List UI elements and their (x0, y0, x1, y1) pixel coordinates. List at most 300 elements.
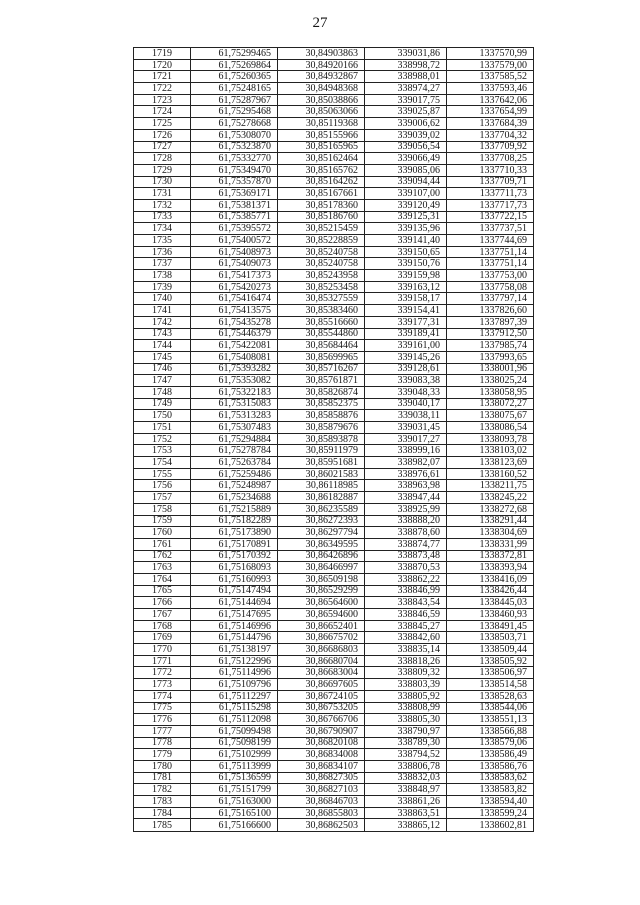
latitude-cell: 61,75170891 (191, 538, 278, 550)
table-row (134, 118, 534, 130)
x-coordinate-cell: 338794,52 (365, 749, 447, 761)
row-number-cell: 1756 (134, 480, 191, 492)
x-coordinate-cell: 338861,26 (365, 796, 447, 808)
row-number-cell: 1730 (134, 176, 191, 188)
longitude-cell: 30,85186760 (278, 211, 365, 223)
table-row (134, 83, 534, 95)
y-coordinate-cell: 1337826,60 (447, 305, 534, 317)
row-number-cell: 1780 (134, 760, 191, 772)
row-number-cell: 1736 (134, 246, 191, 258)
latitude-cell: 61,75323870 (191, 141, 278, 153)
table-row (134, 457, 534, 469)
y-coordinate-cell: 1338602,81 (447, 819, 534, 832)
longitude-cell: 30,85165965 (278, 141, 365, 153)
table-row (134, 422, 534, 434)
longitude-cell: 30,86790907 (278, 725, 365, 737)
latitude-cell: 61,75165100 (191, 807, 278, 819)
row-number-cell: 1751 (134, 422, 191, 434)
y-coordinate-cell: 1338393,94 (447, 562, 534, 574)
latitude-cell: 61,75182289 (191, 515, 278, 527)
longitude-cell: 30,86594600 (278, 609, 365, 621)
longitude-cell: 30,85243958 (278, 270, 365, 282)
x-coordinate-cell: 338845,27 (365, 620, 447, 632)
x-coordinate-cell: 339017,75 (365, 94, 447, 106)
longitude-cell: 30,86766706 (278, 714, 365, 726)
y-coordinate-cell: 1337711,73 (447, 188, 534, 200)
row-number-cell: 1766 (134, 597, 191, 609)
table-row (134, 784, 534, 796)
x-coordinate-cell: 339040,17 (365, 398, 447, 410)
y-coordinate-cell: 1338586,76 (447, 760, 534, 772)
x-coordinate-cell: 338982,07 (365, 457, 447, 469)
row-number-cell: 1721 (134, 71, 191, 83)
table-row (134, 188, 534, 200)
longitude-cell: 30,86846703 (278, 796, 365, 808)
table-row (134, 527, 534, 539)
table-row (134, 270, 534, 282)
table-row (134, 351, 534, 363)
latitude-cell: 61,75112098 (191, 714, 278, 726)
latitude-cell: 61,75102999 (191, 749, 278, 761)
x-coordinate-cell: 338947,44 (365, 492, 447, 504)
x-coordinate-cell: 338878,60 (365, 527, 447, 539)
y-coordinate-cell: 1338583,82 (447, 784, 534, 796)
y-coordinate-cell: 1338491,45 (447, 620, 534, 632)
latitude-cell: 61,75109796 (191, 679, 278, 691)
row-number-cell: 1760 (134, 527, 191, 539)
table-row (134, 141, 534, 153)
latitude-cell: 61,75385771 (191, 211, 278, 223)
longitude-cell: 30,85879676 (278, 422, 365, 434)
latitude-cell: 61,75114996 (191, 667, 278, 679)
latitude-cell: 61,75409073 (191, 258, 278, 270)
row-number-cell: 1785 (134, 819, 191, 832)
longitude-cell: 30,86652401 (278, 620, 365, 632)
x-coordinate-cell: 339048,33 (365, 386, 447, 398)
page-number: 27 (312, 15, 328, 31)
y-coordinate-cell: 1338445,03 (447, 597, 534, 609)
x-coordinate-cell: 339017,27 (365, 433, 447, 445)
row-number-cell: 1734 (134, 223, 191, 235)
x-coordinate-cell: 338808,99 (365, 702, 447, 714)
x-coordinate-cell: 339031,45 (365, 422, 447, 434)
y-coordinate-cell: 1337744,69 (447, 235, 534, 247)
latitude-cell: 61,75136599 (191, 772, 278, 784)
longitude-cell: 30,85038866 (278, 94, 365, 106)
latitude-cell: 61,75307483 (191, 422, 278, 434)
row-number-cell: 1778 (134, 737, 191, 749)
longitude-cell: 30,86834008 (278, 749, 365, 761)
row-number-cell: 1753 (134, 445, 191, 457)
x-coordinate-cell: 339135,96 (365, 223, 447, 235)
longitude-cell: 30,86675702 (278, 632, 365, 644)
table-row (134, 772, 534, 784)
row-number-cell: 1755 (134, 468, 191, 480)
row-number-cell: 1743 (134, 328, 191, 340)
row-number-cell: 1735 (134, 235, 191, 247)
row-number-cell: 1725 (134, 118, 191, 130)
latitude-cell: 61,75315083 (191, 398, 278, 410)
table-row (134, 223, 534, 235)
longitude-cell: 30,86272393 (278, 515, 365, 527)
latitude-cell: 61,75098199 (191, 737, 278, 749)
x-coordinate-cell: 338848,97 (365, 784, 447, 796)
y-coordinate-cell: 1337717,73 (447, 199, 534, 211)
row-number-cell: 1781 (134, 772, 191, 784)
longitude-cell: 30,86564600 (278, 597, 365, 609)
table-row (134, 796, 534, 808)
x-coordinate-cell: 338925,99 (365, 503, 447, 515)
x-coordinate-cell: 338805,30 (365, 714, 447, 726)
row-number-cell: 1722 (134, 83, 191, 95)
row-number-cell: 1763 (134, 562, 191, 574)
latitude-cell: 61,75163000 (191, 796, 278, 808)
table-row (134, 410, 534, 422)
y-coordinate-cell: 1338372,81 (447, 550, 534, 562)
coordinates-table (133, 47, 534, 832)
row-number-cell: 1748 (134, 386, 191, 398)
x-coordinate-cell: 338803,39 (365, 679, 447, 691)
y-coordinate-cell: 1338245,22 (447, 492, 534, 504)
y-coordinate-cell: 1338093,78 (447, 433, 534, 445)
latitude-cell: 61,75278668 (191, 118, 278, 130)
x-coordinate-cell: 338818,26 (365, 655, 447, 667)
x-coordinate-cell: 338805,92 (365, 690, 447, 702)
row-number-cell: 1779 (134, 749, 191, 761)
y-coordinate-cell: 1338025,24 (447, 375, 534, 387)
longitude-cell: 30,85178360 (278, 199, 365, 211)
latitude-cell: 61,75160993 (191, 573, 278, 585)
y-coordinate-cell: 1337642,06 (447, 94, 534, 106)
longitude-cell: 30,85699965 (278, 351, 365, 363)
table-row (134, 153, 534, 165)
table-row (134, 714, 534, 726)
latitude-cell: 61,75269864 (191, 59, 278, 71)
x-coordinate-cell: 339150,65 (365, 246, 447, 258)
x-coordinate-cell: 339159,98 (365, 270, 447, 282)
table-row (134, 59, 534, 71)
x-coordinate-cell: 338789,30 (365, 737, 447, 749)
table-row (134, 620, 534, 632)
longitude-cell: 30,85893878 (278, 433, 365, 445)
row-number-cell: 1749 (134, 398, 191, 410)
latitude-cell: 61,75400572 (191, 235, 278, 247)
longitude-cell: 30,85951681 (278, 457, 365, 469)
longitude-cell: 30,86466997 (278, 562, 365, 574)
table-row (134, 573, 534, 585)
table-row (134, 328, 534, 340)
table-row (134, 129, 534, 141)
table-row (134, 246, 534, 258)
longitude-cell: 30,86683004 (278, 667, 365, 679)
longitude-cell: 30,85761871 (278, 375, 365, 387)
x-coordinate-cell: 339039,02 (365, 129, 447, 141)
x-coordinate-cell: 339128,61 (365, 363, 447, 375)
table-row (134, 749, 534, 761)
latitude-cell: 61,75417373 (191, 270, 278, 282)
row-number-cell: 1765 (134, 585, 191, 597)
y-coordinate-cell: 1337709,92 (447, 141, 534, 153)
table-row (134, 690, 534, 702)
latitude-cell: 61,75395572 (191, 223, 278, 235)
table-row (134, 386, 534, 398)
longitude-cell: 30,86724105 (278, 690, 365, 702)
table-row (134, 398, 534, 410)
row-number-cell: 1759 (134, 515, 191, 527)
y-coordinate-cell: 1337579,00 (447, 59, 534, 71)
y-coordinate-cell: 1338001,96 (447, 363, 534, 375)
latitude-cell: 61,75263784 (191, 457, 278, 469)
y-coordinate-cell: 1338304,69 (447, 527, 534, 539)
y-coordinate-cell: 1338514,58 (447, 679, 534, 691)
y-coordinate-cell: 1337570,99 (447, 48, 534, 60)
table-row (134, 445, 534, 457)
y-coordinate-cell: 1338075,67 (447, 410, 534, 422)
row-number-cell: 1744 (134, 340, 191, 352)
latitude-cell: 61,75416474 (191, 293, 278, 305)
latitude-cell: 61,75295468 (191, 106, 278, 118)
row-number-cell: 1731 (134, 188, 191, 200)
table-row (134, 492, 534, 504)
table-row (134, 305, 534, 317)
row-number-cell: 1733 (134, 211, 191, 223)
row-number-cell: 1737 (134, 258, 191, 270)
longitude-cell: 30,84948368 (278, 83, 365, 95)
table-row (134, 538, 534, 550)
x-coordinate-cell: 339177,31 (365, 316, 447, 328)
latitude-cell: 61,75234688 (191, 492, 278, 504)
longitude-cell: 30,86862503 (278, 819, 365, 832)
row-number-cell: 1775 (134, 702, 191, 714)
latitude-cell: 61,75151799 (191, 784, 278, 796)
y-coordinate-cell: 1338460,93 (447, 609, 534, 621)
y-coordinate-cell: 1337704,32 (447, 129, 534, 141)
x-coordinate-cell: 338963,98 (365, 480, 447, 492)
latitude-cell: 61,75422081 (191, 340, 278, 352)
longitude-cell: 30,86753205 (278, 702, 365, 714)
latitude-cell: 61,75353082 (191, 375, 278, 387)
longitude-cell: 30,85716267 (278, 363, 365, 375)
longitude-cell: 30,86235589 (278, 503, 365, 515)
row-number-cell: 1758 (134, 503, 191, 515)
y-coordinate-cell: 1338291,44 (447, 515, 534, 527)
latitude-cell: 61,75446379 (191, 328, 278, 340)
longitude-cell: 30,86827103 (278, 784, 365, 796)
x-coordinate-cell: 338806,78 (365, 760, 447, 772)
y-coordinate-cell: 1337897,39 (447, 316, 534, 328)
y-coordinate-cell: 1338503,71 (447, 632, 534, 644)
x-coordinate-cell: 339085,06 (365, 164, 447, 176)
y-coordinate-cell: 1338123,69 (447, 457, 534, 469)
latitude-cell: 61,75294884 (191, 433, 278, 445)
latitude-cell: 61,75408081 (191, 351, 278, 363)
longitude-cell: 30,85240758 (278, 258, 365, 270)
row-number-cell: 1752 (134, 433, 191, 445)
table-row (134, 550, 534, 562)
y-coordinate-cell: 1338211,75 (447, 480, 534, 492)
longitude-cell: 30,86827305 (278, 772, 365, 784)
latitude-cell: 61,75170392 (191, 550, 278, 562)
table-row (134, 632, 534, 644)
y-coordinate-cell: 1337710,33 (447, 164, 534, 176)
x-coordinate-cell: 338846,59 (365, 609, 447, 621)
x-coordinate-cell: 338873,48 (365, 550, 447, 562)
longitude-cell: 30,85215459 (278, 223, 365, 235)
latitude-cell: 61,75166600 (191, 819, 278, 832)
x-coordinate-cell: 339141,40 (365, 235, 447, 247)
table-row (134, 340, 534, 352)
x-coordinate-cell: 338842,60 (365, 632, 447, 644)
x-coordinate-cell: 339161,00 (365, 340, 447, 352)
x-coordinate-cell: 339038,11 (365, 410, 447, 422)
y-coordinate-cell: 1337585,52 (447, 71, 534, 83)
y-coordinate-cell: 1338506,97 (447, 667, 534, 679)
row-number-cell: 1739 (134, 281, 191, 293)
y-coordinate-cell: 1337751,14 (447, 258, 534, 270)
table-row (134, 725, 534, 737)
y-coordinate-cell: 1338551,13 (447, 714, 534, 726)
table-row (134, 316, 534, 328)
latitude-cell: 61,75308070 (191, 129, 278, 141)
longitude-cell: 30,85852375 (278, 398, 365, 410)
row-number-cell: 1745 (134, 351, 191, 363)
latitude-cell: 61,75278784 (191, 445, 278, 457)
x-coordinate-cell: 339189,41 (365, 328, 447, 340)
y-coordinate-cell: 1338566,88 (447, 725, 534, 737)
row-number-cell: 1724 (134, 106, 191, 118)
table-row (134, 375, 534, 387)
table-row (134, 760, 534, 772)
latitude-cell: 61,75147494 (191, 585, 278, 597)
latitude-cell: 61,75393282 (191, 363, 278, 375)
y-coordinate-cell: 1337654,99 (447, 106, 534, 118)
latitude-cell: 61,75146996 (191, 620, 278, 632)
y-coordinate-cell: 1338586,49 (447, 749, 534, 761)
table-row (134, 199, 534, 211)
latitude-cell: 61,75299465 (191, 48, 278, 60)
y-coordinate-cell: 1338086,54 (447, 422, 534, 434)
table-row (134, 211, 534, 223)
latitude-cell: 61,75313283 (191, 410, 278, 422)
y-coordinate-cell: 1337709,71 (447, 176, 534, 188)
y-coordinate-cell: 1337993,65 (447, 351, 534, 363)
latitude-cell: 61,75147695 (191, 609, 278, 621)
y-coordinate-cell: 1338103,02 (447, 445, 534, 457)
row-number-cell: 1720 (134, 59, 191, 71)
x-coordinate-cell: 339006,62 (365, 118, 447, 130)
longitude-cell: 30,84932867 (278, 71, 365, 83)
table-row (134, 515, 534, 527)
table-row (134, 585, 534, 597)
table-row (134, 94, 534, 106)
latitude-cell: 61,75332770 (191, 153, 278, 165)
longitude-cell: 30,86349595 (278, 538, 365, 550)
row-number-cell: 1754 (134, 457, 191, 469)
y-coordinate-cell: 1338599,24 (447, 807, 534, 819)
x-coordinate-cell: 338835,14 (365, 644, 447, 656)
table-body (134, 48, 534, 832)
latitude-cell: 61,75122996 (191, 655, 278, 667)
table-row (134, 48, 534, 60)
x-coordinate-cell: 339158,17 (365, 293, 447, 305)
row-number-cell: 1750 (134, 410, 191, 422)
y-coordinate-cell: 1338583,62 (447, 772, 534, 784)
row-number-cell: 1771 (134, 655, 191, 667)
table-row (134, 71, 534, 83)
table-row (134, 562, 534, 574)
x-coordinate-cell: 338790,97 (365, 725, 447, 737)
x-coordinate-cell: 339056,54 (365, 141, 447, 153)
table-row (134, 293, 534, 305)
y-coordinate-cell: 1338505,92 (447, 655, 534, 667)
row-number-cell: 1772 (134, 667, 191, 679)
longitude-cell: 30,85911979 (278, 445, 365, 457)
x-coordinate-cell: 338863,51 (365, 807, 447, 819)
latitude-cell: 61,75349470 (191, 164, 278, 176)
latitude-cell: 61,75322183 (191, 386, 278, 398)
table-row (134, 644, 534, 656)
latitude-cell: 61,75112297 (191, 690, 278, 702)
row-number-cell: 1746 (134, 363, 191, 375)
latitude-cell: 61,75287967 (191, 94, 278, 106)
x-coordinate-cell: 338998,72 (365, 59, 447, 71)
y-coordinate-cell: 1338594,40 (447, 796, 534, 808)
latitude-cell: 61,75113999 (191, 760, 278, 772)
latitude-cell: 61,75248987 (191, 480, 278, 492)
longitude-cell: 30,86426896 (278, 550, 365, 562)
longitude-cell: 30,86297794 (278, 527, 365, 539)
x-coordinate-cell: 339066,49 (365, 153, 447, 165)
latitude-cell: 61,75369171 (191, 188, 278, 200)
y-coordinate-cell: 1337737,51 (447, 223, 534, 235)
longitude-cell: 30,85240758 (278, 246, 365, 258)
table-row (134, 737, 534, 749)
latitude-cell: 61,75138197 (191, 644, 278, 656)
longitude-cell: 30,86820108 (278, 737, 365, 749)
y-coordinate-cell: 1338544,06 (447, 702, 534, 714)
x-coordinate-cell: 339094,44 (365, 176, 447, 188)
latitude-cell: 61,75144694 (191, 597, 278, 609)
x-coordinate-cell: 339120,49 (365, 199, 447, 211)
x-coordinate-cell: 339125,31 (365, 211, 447, 223)
y-coordinate-cell: 1338528,63 (447, 690, 534, 702)
latitude-cell: 61,75408973 (191, 246, 278, 258)
y-coordinate-cell: 1337593,46 (447, 83, 534, 95)
x-coordinate-cell: 338988,01 (365, 71, 447, 83)
longitude-cell: 30,85858876 (278, 410, 365, 422)
row-number-cell: 1732 (134, 199, 191, 211)
longitude-cell: 30,85165762 (278, 164, 365, 176)
row-number-cell: 1728 (134, 153, 191, 165)
row-number-cell: 1773 (134, 679, 191, 691)
row-number-cell: 1719 (134, 48, 191, 60)
latitude-cell: 61,75357870 (191, 176, 278, 188)
longitude-cell: 30,85162464 (278, 153, 365, 165)
longitude-cell: 30,86834107 (278, 760, 365, 772)
y-coordinate-cell: 1338160,52 (447, 468, 534, 480)
row-number-cell: 1767 (134, 609, 191, 621)
y-coordinate-cell: 1337797,14 (447, 293, 534, 305)
longitude-cell: 30,85684464 (278, 340, 365, 352)
latitude-cell: 61,75215889 (191, 503, 278, 515)
latitude-cell: 61,75144796 (191, 632, 278, 644)
longitude-cell: 30,86855803 (278, 807, 365, 819)
x-coordinate-cell: 338862,22 (365, 573, 447, 585)
row-number-cell: 1742 (134, 316, 191, 328)
latitude-cell: 61,75173890 (191, 527, 278, 539)
row-number-cell: 1747 (134, 375, 191, 387)
row-number-cell: 1770 (134, 644, 191, 656)
